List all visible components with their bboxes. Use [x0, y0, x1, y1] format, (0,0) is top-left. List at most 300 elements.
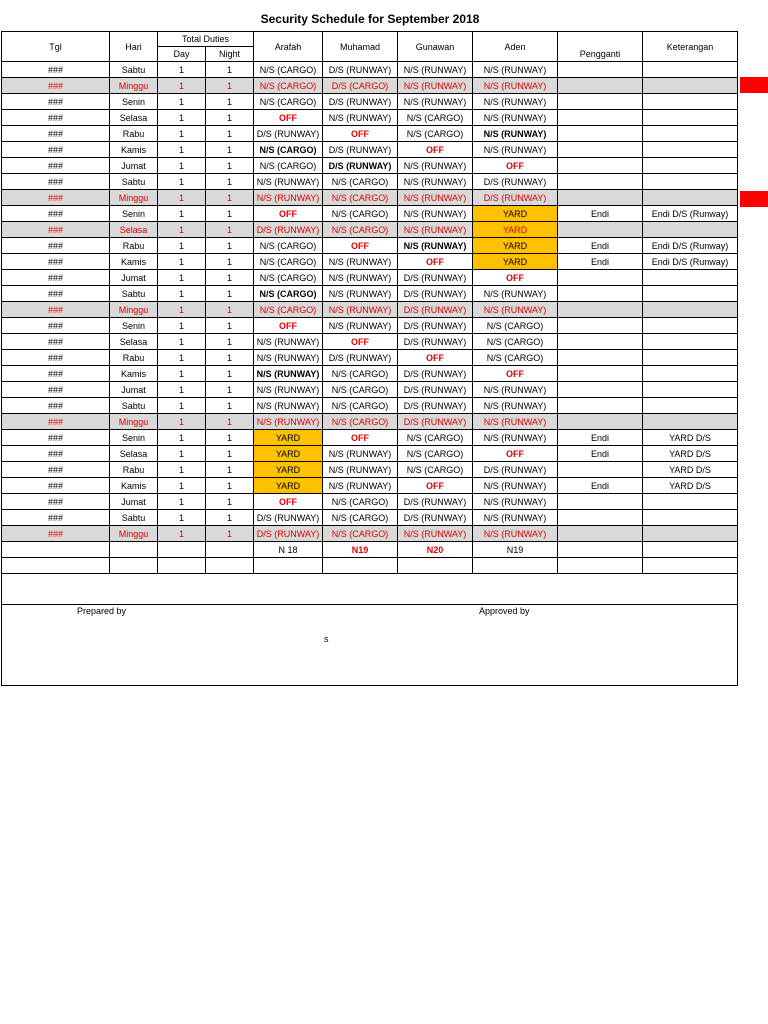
cell-day: 1: [158, 302, 206, 318]
cell-arafah: D/S (RUNWAY): [254, 126, 323, 142]
cell-aden: YARD: [473, 206, 558, 222]
cell-hari: Sabtu: [110, 510, 158, 526]
header-tgl: Tgl: [2, 32, 110, 62]
cell-aden: N/S (RUNWAY): [473, 526, 558, 542]
cell-day: 1: [158, 78, 206, 94]
cell-night: 1: [206, 446, 254, 462]
cell-arafah: OFF: [254, 494, 323, 510]
cell-keterangan: Endi D/S (Runway): [643, 254, 738, 270]
table-row: [2, 190, 738, 206]
cell-night: 1: [206, 110, 254, 126]
cell-keterangan: [643, 62, 738, 78]
cell-muhamad: OFF: [323, 430, 398, 446]
cell-gunawan: N/S (CARGO): [398, 110, 473, 126]
cell-muhamad: N/S (RUNWAY): [323, 446, 398, 462]
cell-arafah: D/S (RUNWAY): [254, 526, 323, 542]
cell-night: 1: [206, 526, 254, 542]
blank-row: [2, 558, 738, 574]
cell-pengganti: [558, 222, 643, 238]
header-hari: Hari: [110, 32, 158, 62]
table-row: [2, 174, 738, 190]
header-arafah: Arafah: [254, 32, 323, 62]
cell-aden: N/S (RUNWAY): [473, 430, 558, 446]
cell-aden: YARD: [473, 238, 558, 254]
cell-aden: D/S (RUNWAY): [473, 462, 558, 478]
total-pengganti: [558, 542, 643, 558]
cell-aden: YARD: [473, 222, 558, 238]
cell-hari: Jumat: [110, 270, 158, 286]
cell-arafah: N/S (RUNWAY): [254, 366, 323, 382]
cell-tgl: ###: [2, 78, 110, 94]
table-row: [2, 398, 738, 414]
cell-night: 1: [206, 206, 254, 222]
table-row: [2, 446, 738, 462]
blank-cell: [398, 558, 473, 574]
table-row: [2, 414, 738, 430]
table-row: [2, 478, 738, 494]
cell-muhamad: N/S (CARGO): [323, 494, 398, 510]
cell-pengganti: [558, 318, 643, 334]
table-row: [2, 430, 738, 446]
cell-hari: Minggu: [110, 414, 158, 430]
cell-night: 1: [206, 318, 254, 334]
cell-arafah: OFF: [254, 318, 323, 334]
header-total-duties: Total Duties: [158, 32, 254, 47]
cell-gunawan: N/S (RUNWAY): [398, 78, 473, 94]
cell-muhamad: N/S (CARGO): [323, 510, 398, 526]
cell-aden: N/S (RUNWAY): [473, 142, 558, 158]
cell-keterangan: [643, 318, 738, 334]
cell-aden: N/S (RUNWAY): [473, 478, 558, 494]
cell-day: 1: [158, 110, 206, 126]
cell-keterangan: [643, 270, 738, 286]
cell-gunawan: N/S (CARGO): [398, 430, 473, 446]
cell-day: 1: [158, 414, 206, 430]
cell-arafah: D/S (RUNWAY): [254, 222, 323, 238]
cell-muhamad: N/S (RUNWAY): [323, 462, 398, 478]
cell-keterangan: Endi D/S (Runway): [643, 238, 738, 254]
cell-tgl: ###: [2, 270, 110, 286]
cell-keterangan: YARD D/S: [643, 430, 738, 446]
red-flag-marker: [740, 191, 768, 207]
cell-muhamad: OFF: [323, 334, 398, 350]
cell-arafah: N/S (CARGO): [254, 142, 323, 158]
cell-keterangan: YARD D/S: [643, 446, 738, 462]
cell-night: 1: [206, 254, 254, 270]
cell-day: 1: [158, 222, 206, 238]
signature-mark: s: [324, 634, 329, 644]
cell-pengganti: [558, 78, 643, 94]
cell-tgl: ###: [2, 462, 110, 478]
cell-aden: N/S (RUNWAY): [473, 382, 558, 398]
cell-day: 1: [158, 430, 206, 446]
total-muhamad: N19: [323, 542, 398, 558]
cell-keterangan: [643, 174, 738, 190]
cell-hari: Minggu: [110, 526, 158, 542]
cell-keterangan: [643, 398, 738, 414]
cell-gunawan: N/S (CARGO): [398, 446, 473, 462]
cell-night: 1: [206, 462, 254, 478]
cell-hari: Jumat: [110, 382, 158, 398]
table-row: [2, 366, 738, 382]
cell-gunawan: N/S (RUNWAY): [398, 190, 473, 206]
table-row: [2, 382, 738, 398]
cell-gunawan: D/S (RUNWAY): [398, 494, 473, 510]
cell-gunawan: D/S (RUNWAY): [398, 366, 473, 382]
cell-night: 1: [206, 430, 254, 446]
cell-day: 1: [158, 334, 206, 350]
cell-keterangan: [643, 286, 738, 302]
cell-gunawan: N/S (RUNWAY): [398, 238, 473, 254]
cell-pengganti: Endi: [558, 478, 643, 494]
cell-day: 1: [158, 318, 206, 334]
cell-tgl: ###: [2, 446, 110, 462]
table-row: [2, 462, 738, 478]
header-muhamad: Muhamad: [323, 32, 398, 62]
cell-keterangan: [643, 302, 738, 318]
cell-night: 1: [206, 222, 254, 238]
cell-tgl: ###: [2, 366, 110, 382]
cell-hari: Rabu: [110, 350, 158, 366]
cell-tgl: ###: [2, 110, 110, 126]
cell-hari: Sabtu: [110, 286, 158, 302]
cell-muhamad: D/S (RUNWAY): [323, 158, 398, 174]
cell-arafah: N/S (CARGO): [254, 78, 323, 94]
cell-muhamad: N/S (RUNWAY): [323, 270, 398, 286]
cell-day: 1: [158, 142, 206, 158]
cell-night: 1: [206, 350, 254, 366]
table-row: [2, 510, 738, 526]
cell-hari: Senin: [110, 206, 158, 222]
cell-tgl: ###: [2, 494, 110, 510]
cell-arafah: N/S (CARGO): [254, 62, 323, 78]
cell-day: 1: [158, 398, 206, 414]
cell-keterangan: [643, 78, 738, 94]
cell-aden: D/S (RUNWAY): [473, 190, 558, 206]
cell-gunawan: D/S (RUNWAY): [398, 398, 473, 414]
cell-gunawan: OFF: [398, 478, 473, 494]
table-row: [2, 222, 738, 238]
cell-pengganti: [558, 526, 643, 542]
cell-day: 1: [158, 462, 206, 478]
cell-muhamad: D/S (RUNWAY): [323, 350, 398, 366]
cell-night: 1: [206, 94, 254, 110]
cell-arafah: N/S (RUNWAY): [254, 190, 323, 206]
cell-aden: N/S (CARGO): [473, 350, 558, 366]
cell-muhamad: N/S (CARGO): [323, 526, 398, 542]
cell-hari: Senin: [110, 430, 158, 446]
cell-pengganti: [558, 126, 643, 142]
cell-pengganti: [558, 174, 643, 190]
cell-gunawan: D/S (RUNWAY): [398, 286, 473, 302]
cell-night: 1: [206, 158, 254, 174]
table-row: [2, 126, 738, 142]
cell-arafah: N/S (RUNWAY): [254, 382, 323, 398]
cell-day: 1: [158, 526, 206, 542]
cell-night: 1: [206, 398, 254, 414]
table-row: [2, 334, 738, 350]
table-row: [2, 206, 738, 222]
cell-muhamad: OFF: [323, 238, 398, 254]
cell-tgl: ###: [2, 62, 110, 78]
cell-gunawan: N/S (RUNWAY): [398, 206, 473, 222]
cell-night: 1: [206, 174, 254, 190]
cell-night: 1: [206, 478, 254, 494]
cell-hari: Selasa: [110, 110, 158, 126]
cell-aden: N/S (CARGO): [473, 334, 558, 350]
header-day: Day: [158, 47, 206, 62]
blank-cell: [254, 558, 323, 574]
cell-tgl: ###: [2, 510, 110, 526]
table-row: [2, 286, 738, 302]
cell-muhamad: D/S (CARGO): [323, 78, 398, 94]
cell-arafah: N/S (CARGO): [254, 302, 323, 318]
cell-aden: OFF: [473, 366, 558, 382]
cell-keterangan: [643, 190, 738, 206]
page-title: Security Schedule for September 2018: [260, 12, 480, 26]
cell-muhamad: N/S (CARGO): [323, 190, 398, 206]
cell-gunawan: D/S (RUNWAY): [398, 318, 473, 334]
cell-muhamad: N/S (RUNWAY): [323, 286, 398, 302]
cell-pengganti: [558, 510, 643, 526]
cell-keterangan: [643, 222, 738, 238]
cell-muhamad: N/S (CARGO): [323, 414, 398, 430]
cell-tgl: ###: [2, 478, 110, 494]
cell-aden: N/S (RUNWAY): [473, 110, 558, 126]
table-row: [2, 78, 738, 94]
cell-night: 1: [206, 414, 254, 430]
cell-hari: Sabtu: [110, 174, 158, 190]
cell-gunawan: N/S (RUNWAY): [398, 526, 473, 542]
cell-pengganti: Endi: [558, 430, 643, 446]
cell-aden: N/S (RUNWAY): [473, 398, 558, 414]
cell-tgl: ###: [2, 142, 110, 158]
cell-aden: OFF: [473, 270, 558, 286]
cell-aden: N/S (RUNWAY): [473, 78, 558, 94]
cell-pengganti: [558, 158, 643, 174]
cell-pengganti: [558, 190, 643, 206]
cell-aden: N/S (RUNWAY): [473, 510, 558, 526]
cell-night: 1: [206, 270, 254, 286]
cell-hari: Minggu: [110, 302, 158, 318]
cell-pengganti: [558, 382, 643, 398]
cell-day: 1: [158, 270, 206, 286]
red-flag-marker: [740, 77, 768, 93]
cell-keterangan: [643, 366, 738, 382]
table-row: [2, 526, 738, 542]
cell-tgl: ###: [2, 94, 110, 110]
total-day: [158, 542, 206, 558]
cell-arafah: YARD: [254, 430, 323, 446]
cell-muhamad: N/S (CARGO): [323, 174, 398, 190]
cell-day: 1: [158, 494, 206, 510]
cell-hari: Jumat: [110, 158, 158, 174]
cell-night: 1: [206, 334, 254, 350]
cell-hari: Kamis: [110, 366, 158, 382]
cell-pengganti: Endi: [558, 206, 643, 222]
cell-hari: Sabtu: [110, 62, 158, 78]
cell-tgl: ###: [2, 222, 110, 238]
cell-pengganti: [558, 270, 643, 286]
cell-arafah: N/S (CARGO): [254, 254, 323, 270]
cell-muhamad: D/S (RUNWAY): [323, 94, 398, 110]
cell-aden: N/S (RUNWAY): [473, 414, 558, 430]
cell-keterangan: [643, 526, 738, 542]
cell-gunawan: D/S (RUNWAY): [398, 302, 473, 318]
cell-arafah: N/S (CARGO): [254, 94, 323, 110]
cell-hari: Kamis: [110, 478, 158, 494]
cell-aden: N/S (RUNWAY): [473, 494, 558, 510]
cell-hari: Jumat: [110, 494, 158, 510]
cell-aden: N/S (RUNWAY): [473, 126, 558, 142]
cell-keterangan: [643, 110, 738, 126]
table-row: [2, 494, 738, 510]
cell-hari: Senin: [110, 94, 158, 110]
cell-day: 1: [158, 190, 206, 206]
cell-aden: N/S (RUNWAY): [473, 62, 558, 78]
cell-tgl: ###: [2, 126, 110, 142]
cell-day: 1: [158, 446, 206, 462]
cell-hari: Rabu: [110, 462, 158, 478]
cell-gunawan: N/S (CARGO): [398, 462, 473, 478]
cell-tgl: ###: [2, 238, 110, 254]
total-tgl: [2, 542, 110, 558]
cell-hari: Rabu: [110, 126, 158, 142]
header-keterangan: Keterangan: [643, 32, 738, 62]
cell-hari: Kamis: [110, 142, 158, 158]
cell-aden: OFF: [473, 158, 558, 174]
cell-muhamad: N/S (CARGO): [323, 398, 398, 414]
cell-tgl: ###: [2, 382, 110, 398]
cell-arafah: N/S (CARGO): [254, 238, 323, 254]
cell-arafah: N/S (RUNWAY): [254, 174, 323, 190]
cell-pengganti: [558, 350, 643, 366]
cell-tgl: ###: [2, 302, 110, 318]
table-row: [2, 350, 738, 366]
table-row: [2, 142, 738, 158]
cell-muhamad: D/S (RUNWAY): [323, 62, 398, 78]
cell-hari: Selasa: [110, 222, 158, 238]
cell-aden: N/S (RUNWAY): [473, 286, 558, 302]
cell-day: 1: [158, 94, 206, 110]
cell-gunawan: OFF: [398, 142, 473, 158]
header-gunawan: Gunawan: [398, 32, 473, 62]
cell-hari: Sabtu: [110, 398, 158, 414]
cell-pengganti: Endi: [558, 446, 643, 462]
cell-arafah: N/S (CARGO): [254, 270, 323, 286]
cell-hari: Kamis: [110, 254, 158, 270]
cell-arafah: N/S (RUNWAY): [254, 350, 323, 366]
cell-muhamad: OFF: [323, 126, 398, 142]
table-row: [2, 110, 738, 126]
cell-pengganti: [558, 398, 643, 414]
blank-cell: [2, 558, 110, 574]
cell-gunawan: D/S (RUNWAY): [398, 414, 473, 430]
cell-pengganti: [558, 286, 643, 302]
cell-day: 1: [158, 174, 206, 190]
cell-keterangan: [643, 334, 738, 350]
cell-keterangan: YARD D/S: [643, 462, 738, 478]
cell-night: 1: [206, 78, 254, 94]
cell-day: 1: [158, 350, 206, 366]
table-row: [2, 302, 738, 318]
blank-cell: [110, 558, 158, 574]
cell-pengganti: [558, 414, 643, 430]
cell-pengganti: Endi: [558, 254, 643, 270]
cell-keterangan: [643, 94, 738, 110]
cell-night: 1: [206, 366, 254, 382]
cell-aden: N/S (RUNWAY): [473, 302, 558, 318]
cell-tgl: ###: [2, 190, 110, 206]
cell-arafah: YARD: [254, 462, 323, 478]
cell-muhamad: N/S (RUNWAY): [323, 478, 398, 494]
cell-tgl: ###: [2, 318, 110, 334]
table-row: [2, 158, 738, 174]
cell-arafah: OFF: [254, 110, 323, 126]
cell-arafah: N/S (CARGO): [254, 158, 323, 174]
cell-pengganti: [558, 62, 643, 78]
cell-keterangan: [643, 126, 738, 142]
cell-arafah: OFF: [254, 206, 323, 222]
cell-tgl: ###: [2, 174, 110, 190]
cell-pengganti: [558, 302, 643, 318]
cell-tgl: ###: [2, 158, 110, 174]
table-row: [2, 238, 738, 254]
cell-tgl: ###: [2, 254, 110, 270]
cell-aden: N/S (CARGO): [473, 318, 558, 334]
cell-arafah: N/S (RUNWAY): [254, 334, 323, 350]
cell-arafah: D/S (RUNWAY): [254, 510, 323, 526]
cell-muhamad: N/S (CARGO): [323, 222, 398, 238]
approved-by-label: Approved by: [479, 606, 530, 616]
cell-pengganti: [558, 462, 643, 478]
cell-gunawan: D/S (RUNWAY): [398, 270, 473, 286]
cell-arafah: YARD: [254, 478, 323, 494]
cell-gunawan: N/S (RUNWAY): [398, 222, 473, 238]
totals-row: [2, 542, 738, 558]
cell-arafah: N/S (RUNWAY): [254, 414, 323, 430]
cell-tgl: ###: [2, 286, 110, 302]
cell-tgl: ###: [2, 206, 110, 222]
cell-hari: Minggu: [110, 78, 158, 94]
cell-day: 1: [158, 206, 206, 222]
cell-day: 1: [158, 158, 206, 174]
cell-keterangan: [643, 414, 738, 430]
cell-gunawan: N/S (RUNWAY): [398, 158, 473, 174]
cell-night: 1: [206, 62, 254, 78]
cell-gunawan: OFF: [398, 350, 473, 366]
cell-muhamad: N/S (RUNWAY): [323, 110, 398, 126]
footer-divider: [2, 604, 737, 605]
cell-keterangan: [643, 494, 738, 510]
cell-pengganti: Endi: [558, 238, 643, 254]
cell-keterangan: [643, 158, 738, 174]
table-row: [2, 94, 738, 110]
cell-arafah: N/S (CARGO): [254, 286, 323, 302]
cell-day: 1: [158, 62, 206, 78]
cell-aden: N/S (RUNWAY): [473, 94, 558, 110]
cell-gunawan: D/S (RUNWAY): [398, 382, 473, 398]
cell-aden: D/S (RUNWAY): [473, 174, 558, 190]
cell-night: 1: [206, 238, 254, 254]
cell-night: 1: [206, 190, 254, 206]
cell-gunawan: N/S (RUNWAY): [398, 94, 473, 110]
cell-tgl: ###: [2, 414, 110, 430]
blank-cell: [158, 558, 206, 574]
table-row: [2, 318, 738, 334]
cell-night: 1: [206, 286, 254, 302]
cell-hari: Rabu: [110, 238, 158, 254]
